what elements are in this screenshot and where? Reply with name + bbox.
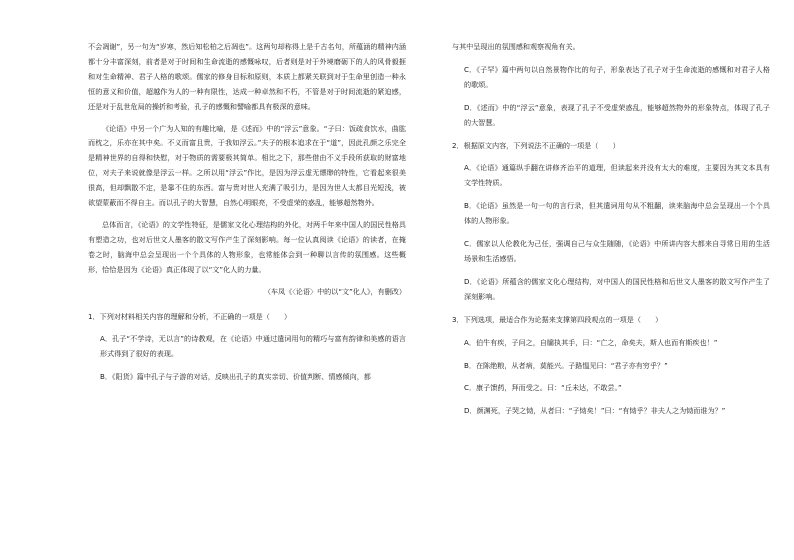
question-2-option-d: D．《论语》所蕴含的儒家文化心理结构，对中国人的国民性格和后世文人墨客的散文写作产生了深刻影响。 bbox=[464, 276, 770, 301]
question-3-option-b: B．在陈绝粮，从者病，莫能兴。子路愠见曰：“君子亦有穷乎？” bbox=[464, 360, 668, 370]
question-2-stem: 2．根据原文内容，下列说法不正确的一项是（ ） bbox=[452, 140, 620, 150]
question-2-option-c: C．儒家以人伦教化为己任，强调自己与众生随随，《论语》中所讲内容大都来自寻常日用的生活场景和生活感悟。 bbox=[464, 239, 770, 263]
passage-source: （车凤《〈论语〉中的以“文”化人》，有删改） bbox=[263, 286, 406, 296]
question-3-option-d: D．颜渊死，子哭之恸，从者曰：“子恸矣！”曰：“有恸乎？非夫人之为恸而谁为？” bbox=[464, 406, 726, 416]
passage-paragraph-1: 不会凋谢”，另一句为“岁寒，然后知松柏之后凋也”。这两句却称得上是千古名句，所蕴涵的精神内涵都十分丰富深刻，前者是对于时间和生命流逝的感慨咏叹，后者则是对于外境磨砺下的人的风骨毅捱和对生命精神、君子人格的歌颂。儒家的修身目标和原则，本质上都紧关联到对于生命里创造一种永恒的意义和价值，超越作为人的一种有限性，达成一种卓然和不朽，不管是对于时间流逝的紧迫感，还是对于乱世危局的操折和考验，孔子的感慨和譬喻都具有极深的意味。 bbox=[88, 42, 406, 111]
question-1-option-b: B．《阳货》篇中孔子与子游的对话，反映出孔子的真实亲切、价值判断、情感倾向，都 bbox=[100, 372, 371, 382]
left-column bbox=[88, 40, 406, 385]
question-3-option-c: C．康子馈药，拜而受之。曰：“丘未达，不敢尝。” bbox=[464, 383, 622, 393]
question-1-option-d: D．《述而》中的“浮云”意象，表现了孔子不受虚荣惑乱，能够超然物外的形象特点，体现了孔子的大智慧。 bbox=[464, 102, 770, 127]
question-2-option-b: B．《论语》虽然是一句一句的言行录，但其遣词用句从不粗翻，读来脑海中总会呈现出一个个具体的人物形象。 bbox=[464, 201, 770, 226]
passage-paragraph-3: 总体而言，《论语》的文学性特征，是儒家文化心理结构的外化，对两千年来中国人的国民性格具有塑造之功，也对后世文人墨客的散文写作产生了深刻影响。每一位认真阅读《论语》的读者，在掩卷之时，脑海中总会呈现出一个个具体的人物形象，也常能体会到一种聊以言传的氛围感。这些概形，恰恰是因为《论语》真正体现了以“文”化人的力量。 bbox=[88, 219, 406, 274]
question-1-stem: 1．下列对材料相关内容的理解和分析，不正确的一项是（ ） bbox=[88, 311, 292, 321]
question-1-option-c: C．《子罕》篇中两句以自然景物作比的句子，形象表达了孔子对于生命流逝的感慨和对君子人格的歌颂。 bbox=[464, 64, 770, 89]
question-1-option-a: A．孔子“不学诗，无以言”的诗教观，在《论语》中通过遣词用句的精巧与富有韵律和美感的语言形式得到了很好的表现。 bbox=[100, 334, 406, 359]
question-2-option-a: A．《论语》通篇纵手翻在讲修齐治平的道理，但读起来并没有太大的难度，主要因为其文本具有文学性特质。 bbox=[464, 163, 770, 188]
right-column bbox=[452, 40, 770, 419]
question-3-stem: 3．下列选项，最适合作为论据来支撑第四段观点的一项是（ ） bbox=[452, 314, 663, 324]
question-1-option-b-continued: 与其中呈现出的氛围感和观察视角有关。 bbox=[452, 42, 580, 51]
question-3-option-a: A．伯牛有疾，子问之，自牖执其手，曰：“亡之，命矣夫，斯人也而有斯疾也！” bbox=[464, 337, 718, 347]
passage-paragraph-2: 《论语》中另一个广为人知的有趣比喻，是《述而》中的“浮云”意象。“子曰：饭疏食饮水，曲肱而枕之，乐亦在其中矣。不义而富且贵，于我如浮云。”夫子的根本追求在于“道”，因此孔颜之乐完全是精神世界的自得和快慰，对于物质的需要极其简单。相比之下，那些借由不义手段所获取的财富地位，对夫子来说就像是浮云一样。之所以用“浮云”作比，是因为浮云虚无缥缈的特性，它看起来很美很高，但却飘散不定，是靠不住的东西。富与贵对世人充满了吸引力，是因为世人太都目光短浅，被欲望蒙蔽而不得自主。而以孔子的大智慧，自然心明眼亮，不受虚荣的惑乱，能够超然物外。 bbox=[88, 123, 406, 208]
